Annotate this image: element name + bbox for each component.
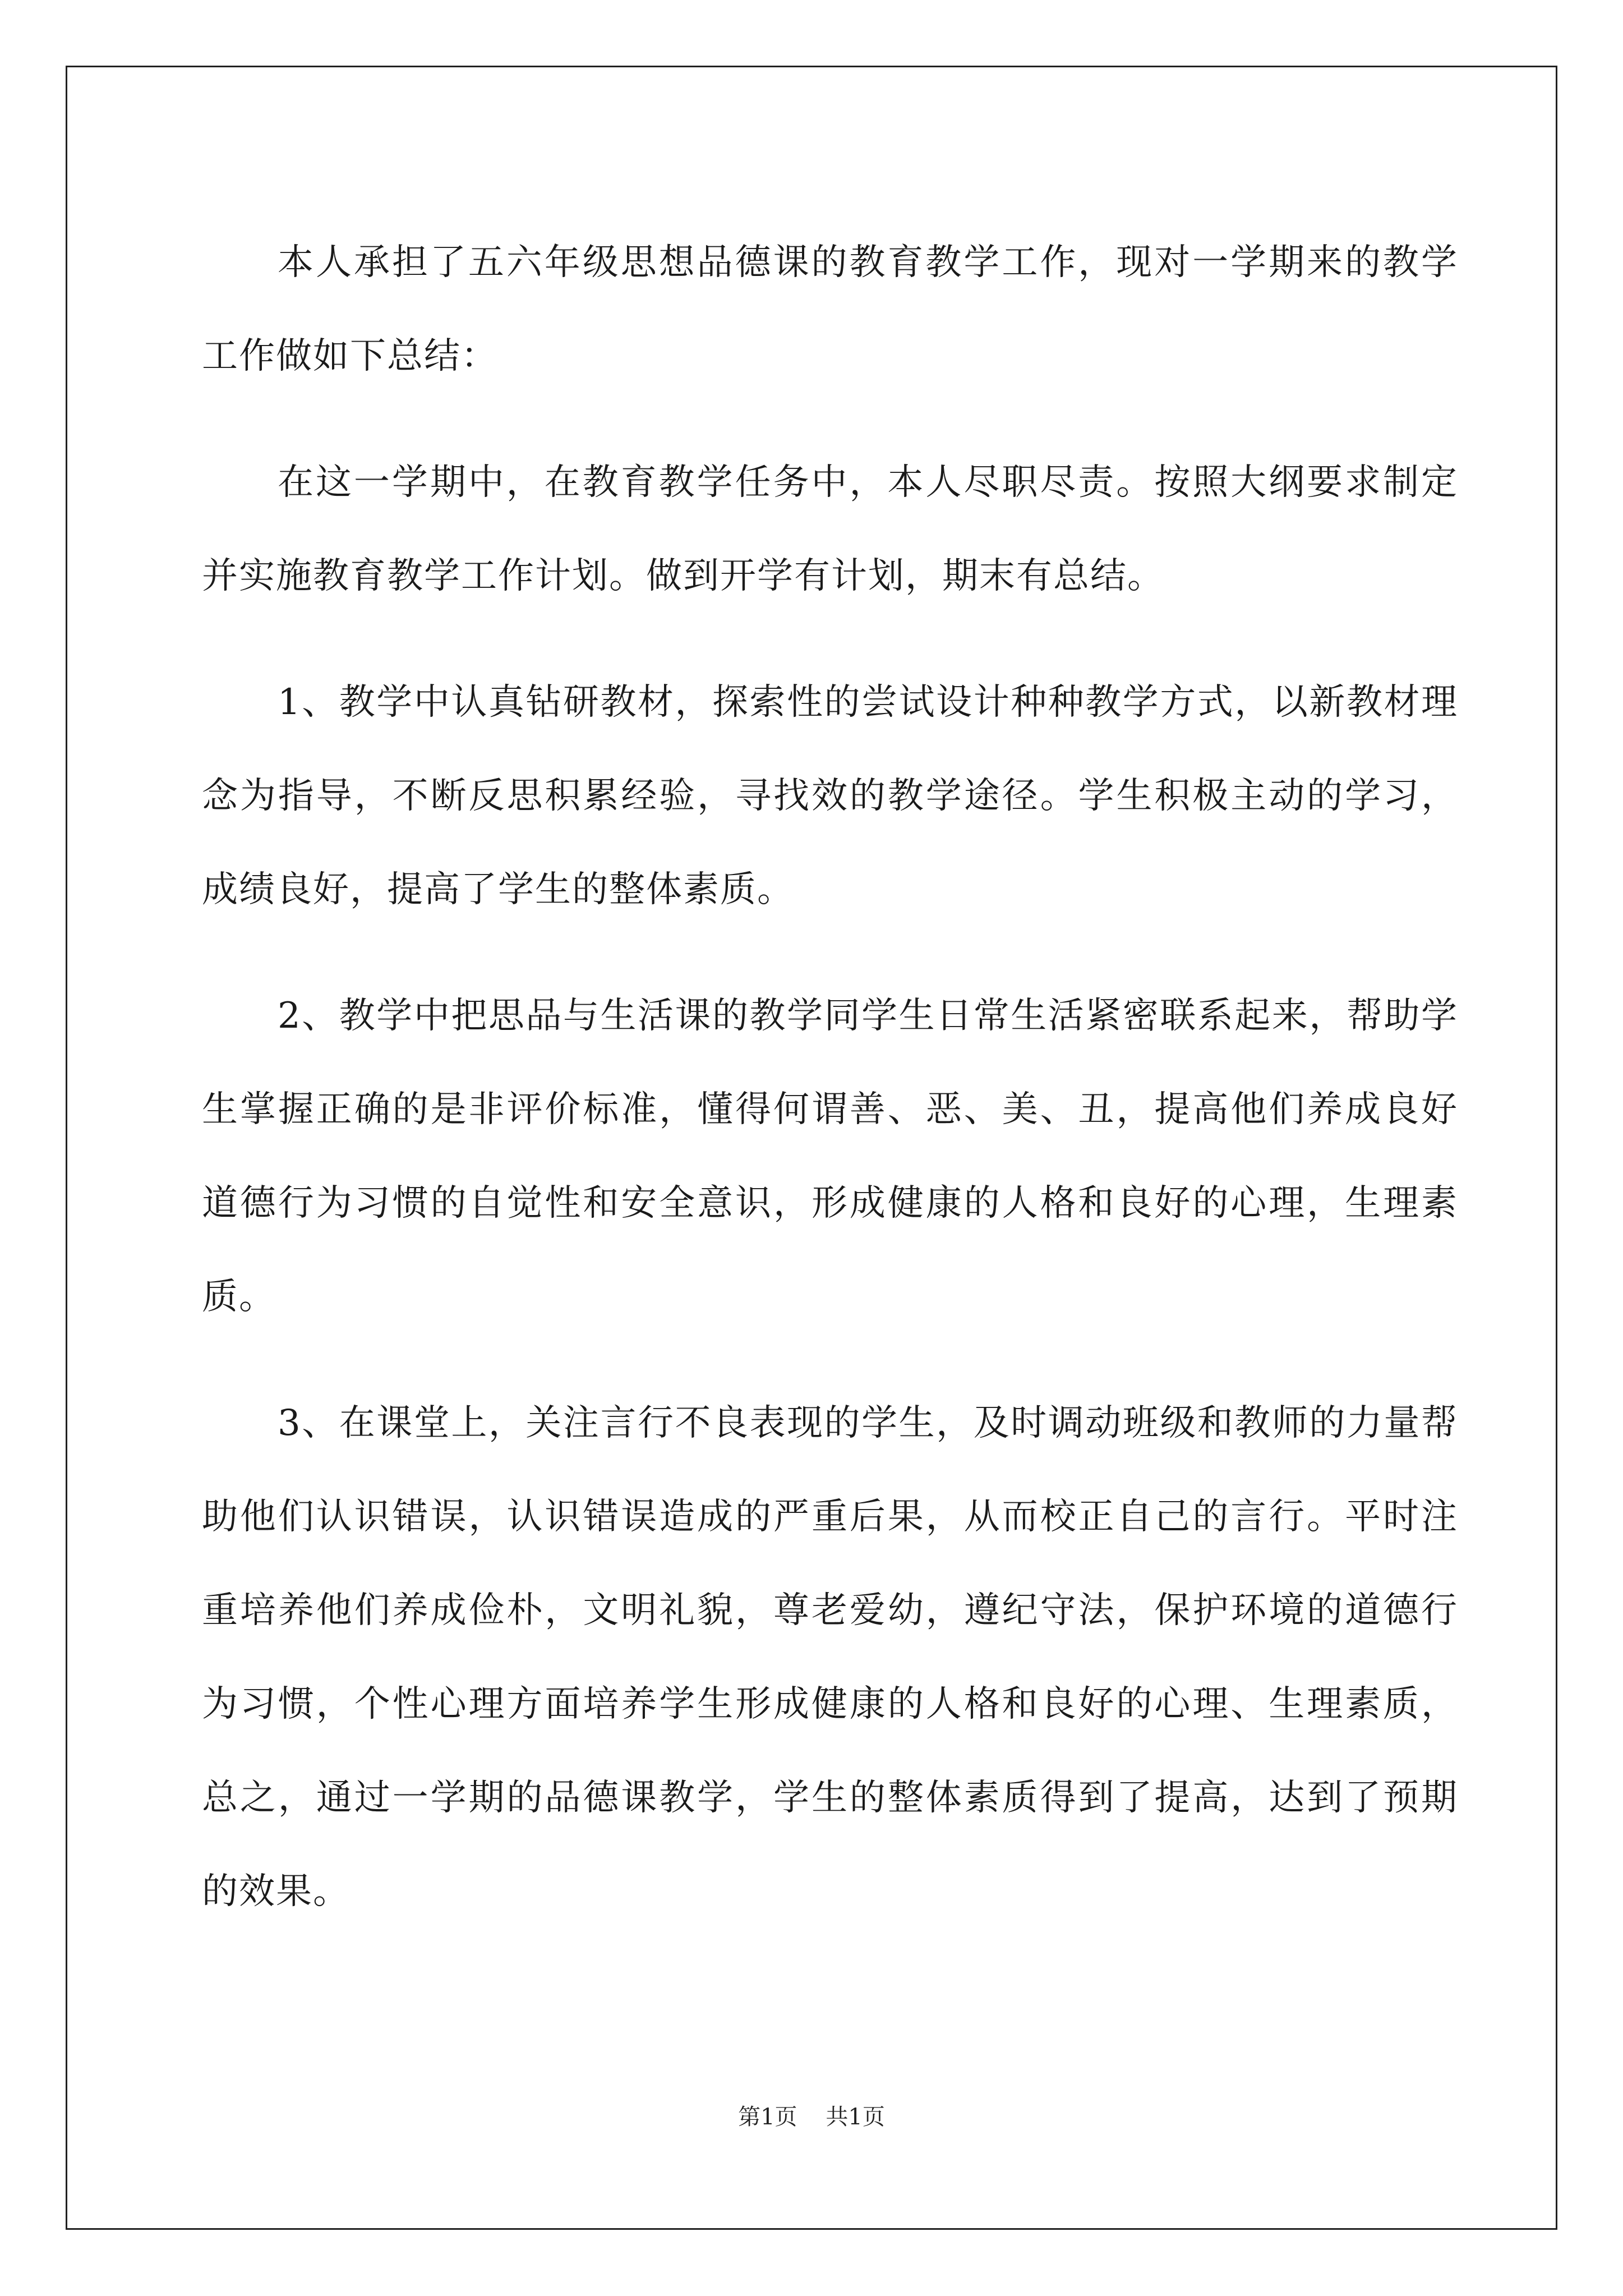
page-number-footer: 第1页 共1页 [738, 2104, 885, 2130]
paragraph-point-3: 3、在课堂上，关注言行不良表现的学生，及时调动班级和教师的力量帮助他们认识错误，认识错误造成的严重后果，从而校正自己的言行。平时注重培养他们养成俭朴，文明礼貌，尊老爱幼，遵纪守法，保护环境的道德行为习惯，个性心理方面培养学生形成健康的人格和良好的心理、生理素质，总之，通过一学期的品德课教学，学生的整体素质得到了提高，达到了预期的效果。 [202, 1402, 1458, 1912]
paragraph-point-1: 1、教学中认真钻研教材，探索性的尝试设计种种教学方式，以新教材理念为指导，不断反思积累经验，寻找效的教学途径。学生积极主动的学习，成绩良好，提高了学生的整体素质。 [202, 682, 1458, 910]
paragraph-intro: 本人承担了五六年级思想品德课的教育教学工作，现对一学期来的教学工作做如下总结： [202, 242, 1458, 377]
paragraph-duties: 在这一学期中，在教育教学任务中，本人尽职尽责。按照大纲要求制定并实施教育教学工作计划。做到开学有计划，期末有总结。 [202, 462, 1458, 597]
document-body [202, 216, 1458, 1971]
paragraph-point-2: 2、教学中把思品与生活课的教学同学生日常生活紧密联系起来，帮助学生掌握正确的是非评价标准，懂得何谓善、恶、美、丑，提高他们养成良好道德行为习惯的自觉性和安全意识，形成健康的人格和良好的心理，生理素质。 [202, 995, 1458, 1318]
